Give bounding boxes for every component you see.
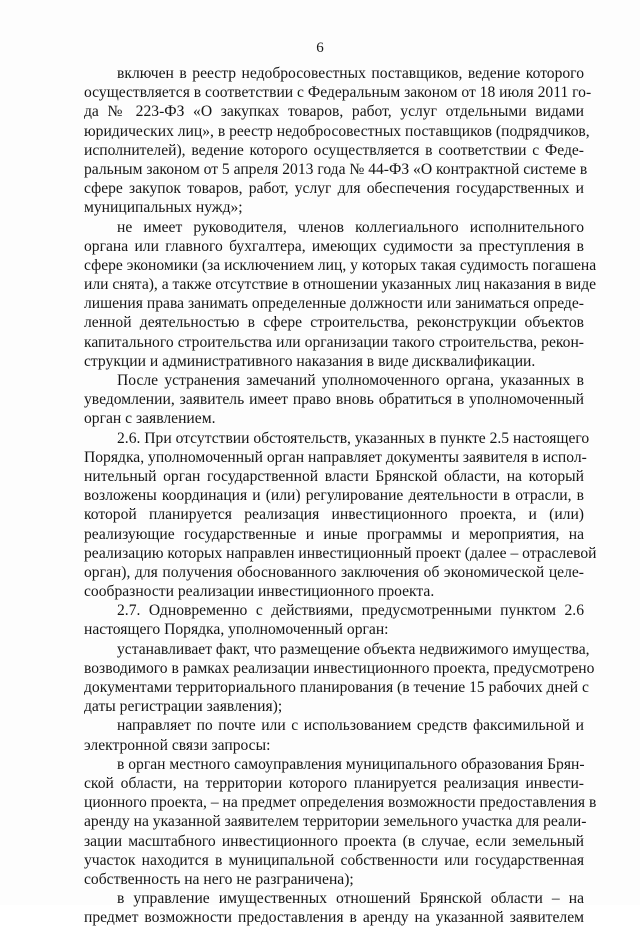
text-line: После устранения замечаний уполномоченного органа, указанных в — [117, 372, 584, 389]
text-line: предмет возможности предоставления в аренду на указанной заявителем — [84, 909, 584, 927]
text-line: электронной связи запросы: — [84, 736, 271, 754]
text-line: лишения права занимать определенные должности или заниматься опреде- — [84, 295, 584, 313]
text-line: капитального строительства или организации такого строительства, рекон- — [84, 333, 584, 351]
text-line: документами территориального планирования (в течение 15 рабочих дней с — [84, 679, 589, 696]
text-line: участок находится в муниципальной собственности или государственная — [84, 851, 584, 869]
text-line: сообразности реализации инвестиционного проекта. — [84, 583, 435, 601]
text-line: 2.6. При отсутствии обстоятельств, указанных в пункте 2.5 настоящего — [117, 429, 590, 447]
page-number: 6 — [316, 40, 324, 56]
text-line: в управление имущественных отношений Брянской области – на — [117, 890, 584, 908]
text-line: сфере экономики (за исключением лиц, у которых такая судимость погашена — [84, 256, 597, 274]
text-line: или снята), а также отсутствие в отношении указанных лиц наказания в виде — [84, 276, 597, 294]
text-line: да № 223-ФЗ «О закупках товаров, работ, услуг отдельными видами — [84, 103, 584, 121]
text-line: настоящего Порядка, уполномоченный орган: — [84, 621, 389, 639]
paragraph — [84, 889, 584, 927]
paragraph — [84, 429, 597, 602]
document-body — [84, 64, 597, 927]
text-line: в орган местного самоуправления муниципального образования Брян- — [117, 755, 585, 773]
text-line: собственность на него не разграничена); — [84, 870, 354, 888]
text-line: даты регистрации заявления); — [84, 698, 283, 716]
paragraph — [84, 64, 592, 218]
text-line: органа или главного бухгалтера, имеющих судимости за преступления в — [84, 237, 584, 255]
text-line: ленной деятельностью в сфере строительства, реконструкции объектов — [84, 314, 584, 332]
text-line: возложены координация и (или) регулирование деятельности в отрасли, в — [84, 487, 584, 505]
text-line: уведомлении, заявитель имеет право вновь обратиться в уполномоченный — [84, 391, 584, 409]
text-line: возводимого в рамках реализации инвестиционного проекта, предусмотрено — [84, 659, 595, 677]
text-line: ральным законом от 5 апреля 2013 года № 44-ФЗ «О контрактной системе в — [84, 160, 588, 178]
text-line: включен в реестр недобросовестных поставщиков, ведение которого — [117, 65, 584, 82]
paragraph — [84, 371, 584, 429]
text-line: ционного проекта, – на предмет определения возможности предоставления в — [84, 794, 597, 812]
text-line: реализующие государственные и иные программы и мероприятия, на — [84, 525, 584, 543]
text-line: осуществляется в соответствии с Федеральным законом от 18 июля 2011 го- — [84, 84, 592, 102]
text-line: орган), для получения обоснованного заключения об экономической целе- — [84, 563, 584, 581]
text-line: муниципальных нужд»; — [84, 199, 243, 217]
text-line: направляет по почте или с использованием средств факсимильной и — [117, 717, 584, 735]
text-line: струкции и административного наказания в виде дисквалификации. — [84, 352, 536, 370]
text-line: нительный орган государственной власти Брянской области, на который — [84, 467, 584, 485]
text-line: сфере закупок товаров, работ, услуг для обеспечения государственных и — [84, 180, 584, 198]
paragraph — [84, 218, 597, 372]
text-line: аренду на указанной заявителем территории земельного участка для реали- — [84, 813, 587, 831]
text-line: устанавливает факт, что размещение объекта недвижимого имущества, — [117, 640, 590, 658]
text-line: зации масштабного инвестиционного проекта (в случае, если земельный — [84, 832, 584, 850]
paragraph — [84, 601, 584, 639]
text-line: юридических лиц», в реестр недобросовестных поставщиков (подрядчиков, — [84, 122, 590, 140]
text-line: не имеет руководителя, членов коллегиального исполнительного — [117, 218, 584, 236]
text-line: ской области, на территории которого планируется реализация инвести- — [84, 774, 584, 792]
text-line: реализацию которых направлен инвестиционный проект (далее – отраслевой — [84, 544, 597, 562]
paragraph — [84, 755, 597, 889]
paragraph — [84, 716, 584, 754]
text-line: которой планируется реализация инвестиционного проекта, и (или) — [84, 506, 584, 524]
text-line: 2.7. Одновременно с действиями, предусмотренными пунктом 2.6 — [117, 602, 584, 620]
text-line: орган с заявлением. — [84, 410, 216, 428]
paragraph — [84, 640, 595, 717]
text-line: Порядка, уполномоченный орган направляет документы заявителя в испол- — [84, 448, 587, 466]
text-line: исполнителей), ведение которого осуществляется в соответствии с Феде- — [84, 141, 584, 159]
